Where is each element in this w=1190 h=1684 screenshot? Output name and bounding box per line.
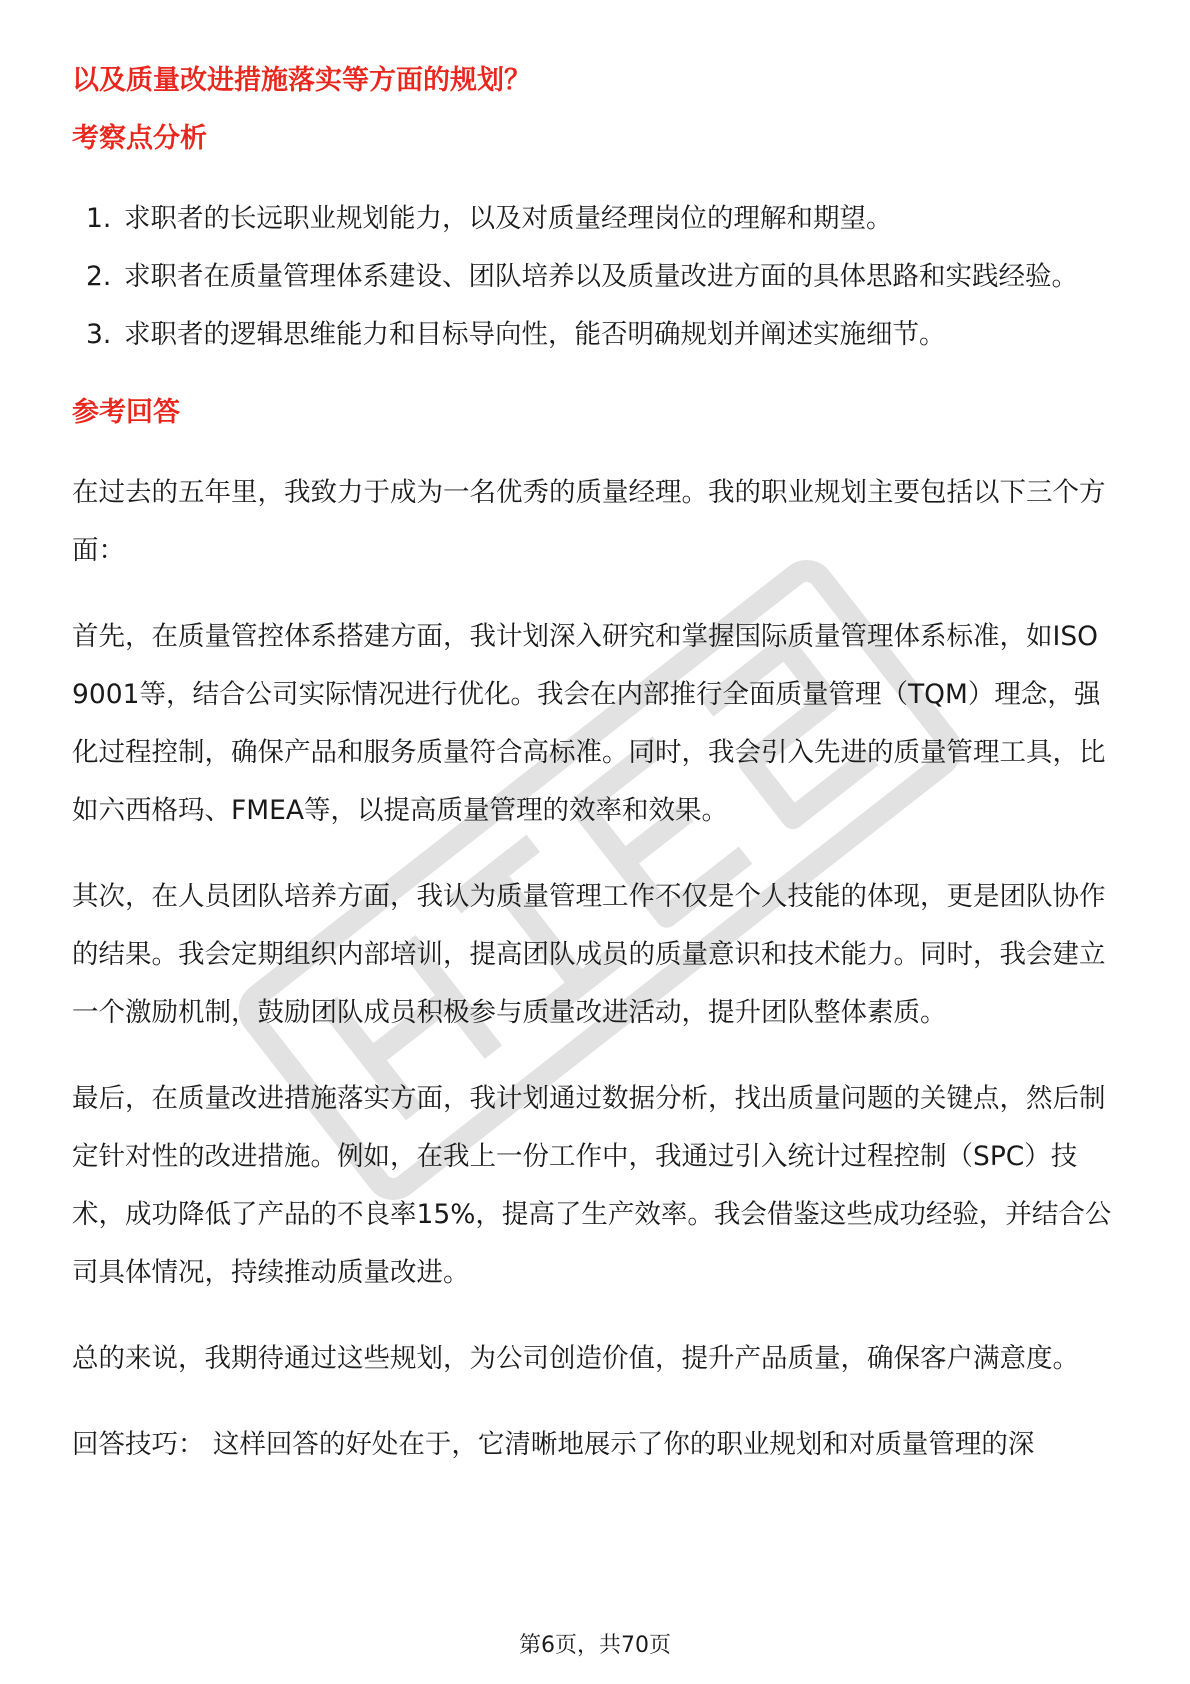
answer-paragraph: 最后，在质量改进措施落实方面，我计划通过数据分析，找出质量问题的关键点，然后制定针对性的改进措施。例如，在我上一份工作中，我通过引入统计过程控制（SPC）技术，成功降低了产品的不良率15%，提高了生产效率。我会借鉴这些成功经验，并结合公司具体情况，持续推动质量改进。 — [72, 1083, 1112, 1288]
analysis-point-number: 1. — [86, 203, 112, 234]
analysis-point-number: 2. — [86, 261, 112, 292]
page-number: 第6页，共70页 — [519, 1633, 671, 1658]
question-tail: 以及质量改进措施落实等方面的规划？ — [72, 65, 531, 96]
tips-line: 回答技巧： 这样回答的好处在于，它清晰地展示了你的职业规划和对质量管理的深 — [72, 1429, 1035, 1460]
analysis-heading: 考察点分析 — [72, 123, 207, 154]
answer-paragraph: 在过去的五年里，我致力于成为一名优秀的质量经理。我的职业规划主要包括以下三个方面： — [72, 477, 1106, 566]
analysis-point-number: 3. — [86, 319, 112, 350]
analysis-point-text: 求职者的逻辑思维能力和目标导向性，能否明确规划并阐述实施细节。 — [124, 319, 946, 350]
analysis-point — [72, 248, 1122, 306]
analysis-point — [72, 190, 1122, 248]
analysis-point — [72, 306, 1122, 364]
document-content — [72, 40, 1122, 1474]
answer-paragraph: 总的来说，我期待通过这些规划，为公司创造价值，提升产品质量，确保客户满意度。 — [72, 1343, 1079, 1374]
analysis-point-text: 求职者的长远职业规划能力，以及对质量经理岗位的理解和期望。 — [124, 203, 893, 234]
analysis-list — [72, 190, 1122, 364]
answer-paragraph: 其次，在人员团队培养方面，我认为质量管理工作不仅是个人技能的体现，更是团队协作的结果。我会定期组织内部培训，提高团队成员的质量意识和技术能力。同时，我会建立一个激励机制，鼓励团队成员积极参与质量改进活动，提升团队整体素质。 — [72, 881, 1106, 1028]
answer-paragraph: 首先，在质量管控体系搭建方面，我计划深入研究和掌握国际质量管理体系标准，如ISO 9001等，结合公司实际情况进行优化。我会在内部推行全面质量管理（TQM）理念，强化过程控制，确保产品和服务质量符合高标准。同时，我会引入先进的质量管理工具，比如六西格玛、FMEA等，以提高质量管理的效率和效果。 — [72, 621, 1106, 826]
reference-heading: 参考回答 — [72, 397, 180, 428]
analysis-point-text: 求职者在质量管理体系建设、团队培养以及质量改进方面的具体思路和实践经验。 — [124, 261, 1078, 292]
